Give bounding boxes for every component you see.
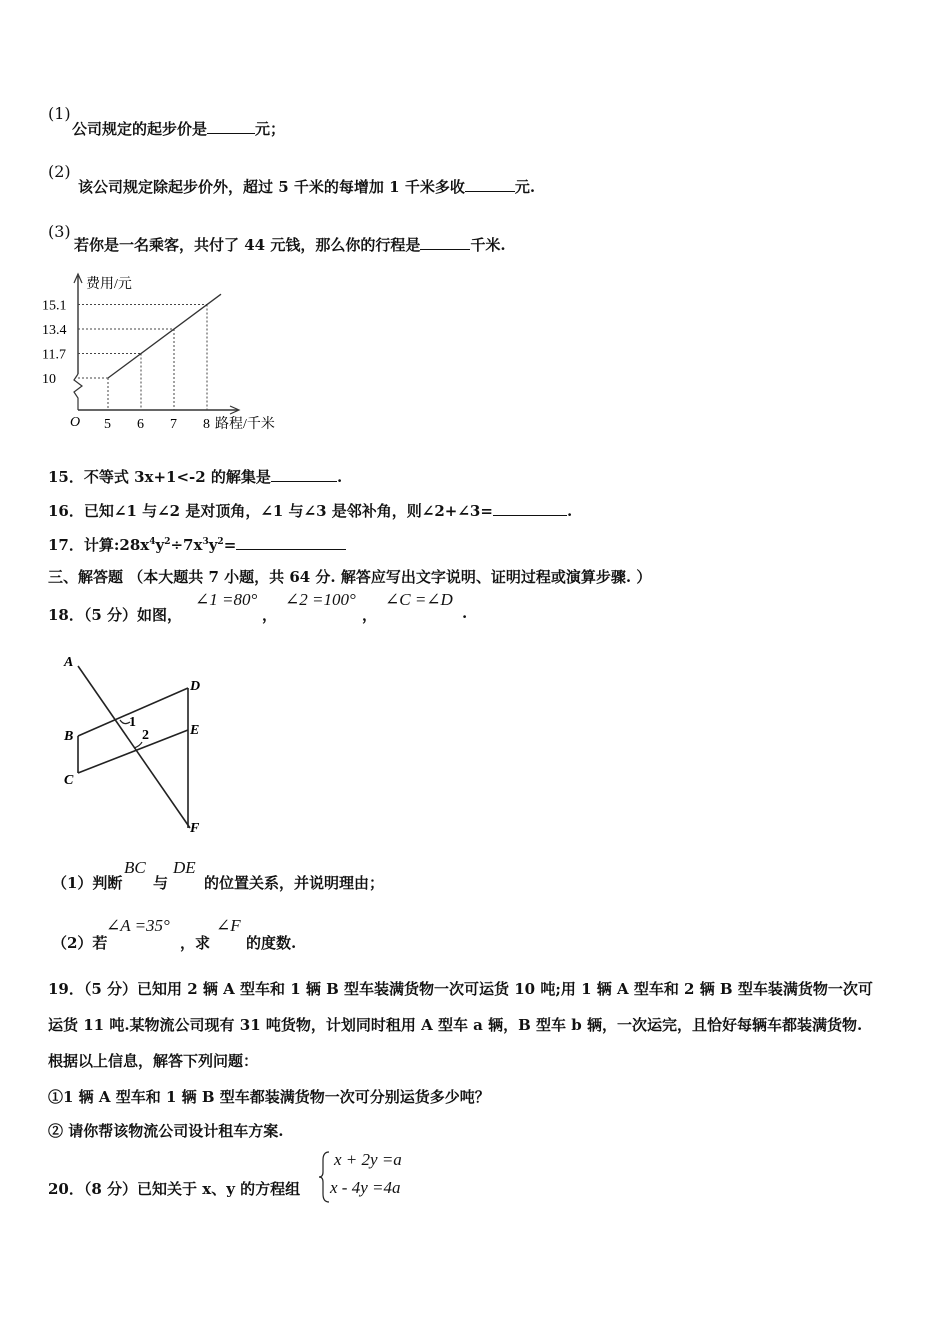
x-tick-label: 6 — [137, 417, 144, 432]
math-de: DE — [173, 858, 196, 877]
x-axis-label: 路程/千米 — [215, 417, 275, 432]
answer-blank[interactable] — [236, 535, 346, 550]
line-ce — [78, 730, 188, 773]
equation-1: x + 2y =a — [334, 1150, 402, 1169]
chart-axes — [70, 274, 275, 432]
math-bc: BC — [124, 858, 146, 877]
part-number: (2) — [48, 162, 71, 181]
label-d: D — [190, 679, 201, 694]
question-18-text: 18．（5 分）如图， — [48, 606, 183, 624]
fare-line-chart — [38, 268, 298, 438]
question-17: 17．计算$:28x^4y^2\div 7x^3y^2=$ — [48, 534, 346, 555]
section-3-header: 三、解答题 （本大题共 7 小题，共 64 分. 解答应写出文字说明、证明过程或演算步骤. ） — [48, 568, 652, 586]
chart-guides — [78, 305, 207, 410]
question-text: 该公司规定除起步价外，超过 5 千米的每增加 1 千米多收 元. — [78, 178, 536, 196]
math-angle-f: ∠F — [216, 916, 241, 935]
chart-series — [108, 294, 221, 378]
fare-line — [108, 294, 221, 378]
equation-2: x - 4y =4a — [330, 1178, 401, 1197]
y-axis-break — [74, 374, 82, 410]
answer-blank[interactable] — [465, 177, 515, 192]
question-15: 15．不等式 3x+1<-2 的解集是 . — [48, 468, 343, 486]
x-tick-label: 5 — [104, 417, 111, 432]
y-tick-label: 13.4 — [42, 323, 67, 339]
condition-angle-2: ∠2 =100° — [285, 590, 356, 609]
question-text: 若你是一名乘客，共付了 44 元钱，那么你的行程是 千米. — [74, 236, 506, 254]
part-number: (3) — [48, 222, 71, 241]
y-tick-label: 10 — [42, 372, 56, 387]
math-angle-a: ∠A =35° — [106, 916, 170, 935]
line-af — [78, 666, 190, 828]
geometry-figure — [58, 648, 228, 848]
x-tick-label: 7 — [170, 417, 177, 432]
angle-2-arc — [134, 742, 142, 748]
answer-blank[interactable] — [207, 119, 255, 134]
label-angle-2: 2 — [142, 728, 149, 743]
answer-blank[interactable] — [271, 467, 337, 482]
part-number: (1) — [48, 104, 71, 123]
label-f: F — [190, 821, 200, 836]
question-text: 公司规定的起步价是 元； — [72, 120, 286, 138]
label-c: C — [64, 773, 74, 788]
label-e: E — [190, 723, 200, 738]
x-tick-label: 8 — [203, 417, 210, 432]
label-a: A — [64, 655, 74, 670]
label-angle-1: 1 — [129, 715, 136, 730]
answer-blank[interactable] — [420, 235, 470, 250]
condition-angle-1: ∠1 =80° — [195, 590, 258, 609]
origin-label: O — [70, 415, 81, 430]
condition-angle-c-d: ∠C =∠D — [385, 590, 453, 609]
label-b: B — [64, 729, 74, 744]
y-tick-label: 11.7 — [42, 347, 66, 363]
question-16: 16．已知∠1 与∠2 是对顶角，∠1 与∠3 是邻补角，则∠2+∠3= . — [48, 502, 573, 520]
answer-blank[interactable] — [493, 501, 567, 516]
y-tick-label: 15.1 — [42, 298, 67, 314]
y-axis-label: 费用/元 — [86, 277, 132, 292]
